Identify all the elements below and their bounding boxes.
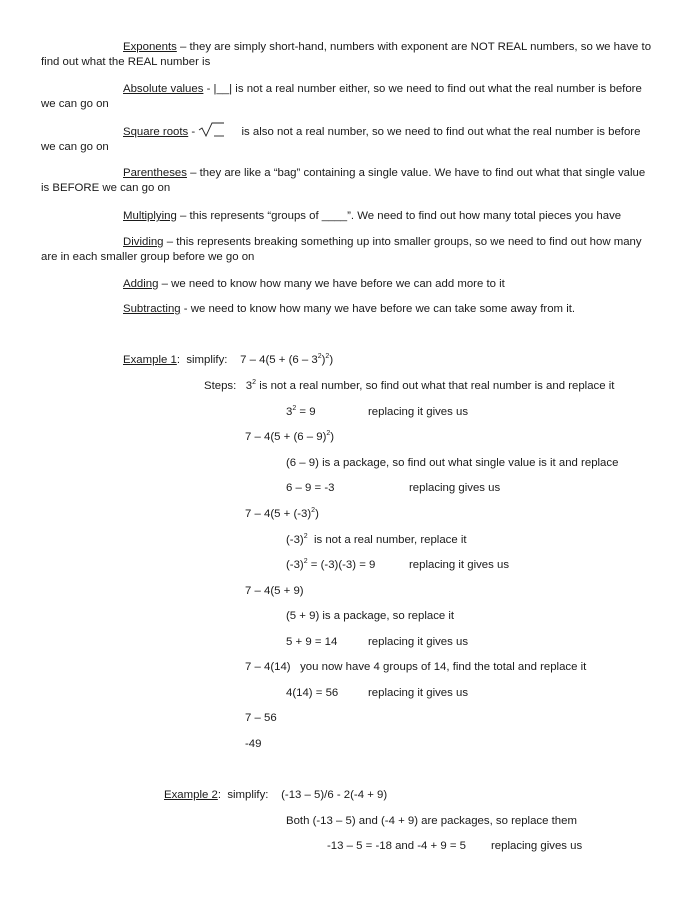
- definition-text: – they are simply short-hand, numbers with exponent are NOT REAL numbers, so we have to find out what the REAL number is: [41, 41, 652, 68]
- definition-subtracting: [41, 302, 653, 317]
- example1-label: Example 1: [123, 354, 177, 366]
- square-root-icon: [198, 124, 228, 136]
- example1-result: -49: [245, 738, 262, 750]
- example1-step-7: $(-3)^2$ is not a real number, replace it: [286, 533, 467, 546]
- example1-prefix: : simplify:: [176, 354, 241, 366]
- definition-text: – this represents “groups of ____”. We need to find out how many total pieces you have: [176, 210, 622, 222]
- example1-step-10: (5 + 9) is a package, so replace it: [286, 610, 455, 622]
- example1-step-14: 7 – 56: [245, 712, 277, 724]
- example1-expression: $7 - 4(5 + (6 - 3^2)^2)$: [240, 353, 334, 366]
- definition-adding: [41, 277, 653, 292]
- term-multiplying: Multiplying: [123, 210, 177, 222]
- example2-step-1: Both (-13 – 5) and (-4 + 9) are packages, so replace them: [286, 815, 577, 827]
- example1-step-12: 7 – 4(14) you now have 4 groups of 14, find the total and replace it: [245, 661, 587, 673]
- term-parentheses: Parentheses: [123, 167, 187, 179]
- example1-step-8-note: replacing it gives us: [409, 559, 510, 571]
- definition-text: – they are like a “bag” containing a single value. We have to find out what that single value is BEFORE we can go on: [41, 167, 646, 194]
- term-subtracting: Subtracting: [123, 303, 181, 315]
- example1-step-11-note: replacing it gives us: [368, 636, 469, 648]
- example1-step-13: 4(14) = 56: [286, 687, 339, 699]
- definition-text: – this represents breaking something up into smaller groups, so we need to find out how many are in each smaller group before we go on: [41, 236, 642, 263]
- example1-step-2: $3^2 = 9$: [286, 405, 316, 418]
- definition-exponents: [41, 40, 653, 70]
- example1-step-11: 5 + 9 = 14: [286, 636, 338, 648]
- example1-step-3: 7 – 4(5 + (6 – 9)$^2$): [245, 430, 335, 443]
- example2-step-2-note: replacing gives us: [491, 840, 583, 852]
- term-absolute-values: Absolute values: [123, 83, 204, 95]
- example2-label: Example 2: [164, 789, 218, 801]
- example1-step-6: $7 - 4(5 + (-3)^2)$: [245, 507, 319, 520]
- example1-step-4: (6 – 9) is a package, so find out what single value is it and replace: [286, 457, 619, 469]
- definition-text: is also not a real number, so we need to find out what the real number is before we can go on: [41, 126, 641, 153]
- example2-step-2: -13 – 5 = -18 and -4 + 9 = 5: [327, 840, 467, 852]
- definition-multiplying: [41, 209, 653, 224]
- example1-step-1: Steps: $3^2$ is not a real number, so find out what that real number is and replace it: [204, 379, 615, 392]
- example1-step-9: 7 – 4(5 + 9): [245, 585, 304, 597]
- term-dividing: Dividing: [123, 236, 164, 248]
- separator: -: [203, 83, 214, 95]
- definition-text: - we need to know how many we have before we can take some away from it.: [180, 303, 576, 315]
- example1-heading: [123, 353, 333, 368]
- steps-label: Steps:: [204, 380, 246, 392]
- example1-step-8: $(-3)^2 = (-3)(-3) = 9$: [286, 558, 376, 571]
- example2-prefix: : simplify:: [217, 789, 282, 801]
- separator: -: [188, 126, 199, 138]
- example1-step-5-note: replacing gives us: [409, 482, 501, 494]
- definition-parentheses: [41, 166, 653, 196]
- definition-text: is not a real number either, so we need to find out what the real number is before we can go on: [41, 83, 642, 110]
- term-exponents: Exponents: [123, 41, 177, 53]
- example2-heading: [164, 788, 387, 803]
- absolute-value-symbol: |__|: [213, 83, 233, 95]
- definition-absolute-values: [41, 82, 653, 112]
- definition-dividing: [41, 235, 653, 265]
- example2-expression: (-13 – 5)/6 - 2(-4 + 9): [281, 789, 388, 801]
- example1-step-13-note: replacing it gives us: [368, 687, 469, 699]
- term-square-roots: Square roots: [123, 126, 189, 138]
- term-adding: Adding: [123, 278, 159, 290]
- example1-step-5: 6 – 9 = -3: [286, 482, 335, 494]
- definition-square-roots: [41, 124, 653, 155]
- example1-step-2-note: replacing it gives us: [368, 406, 469, 418]
- definition-text: – we need to know how many we have before we can add more to it: [158, 278, 505, 290]
